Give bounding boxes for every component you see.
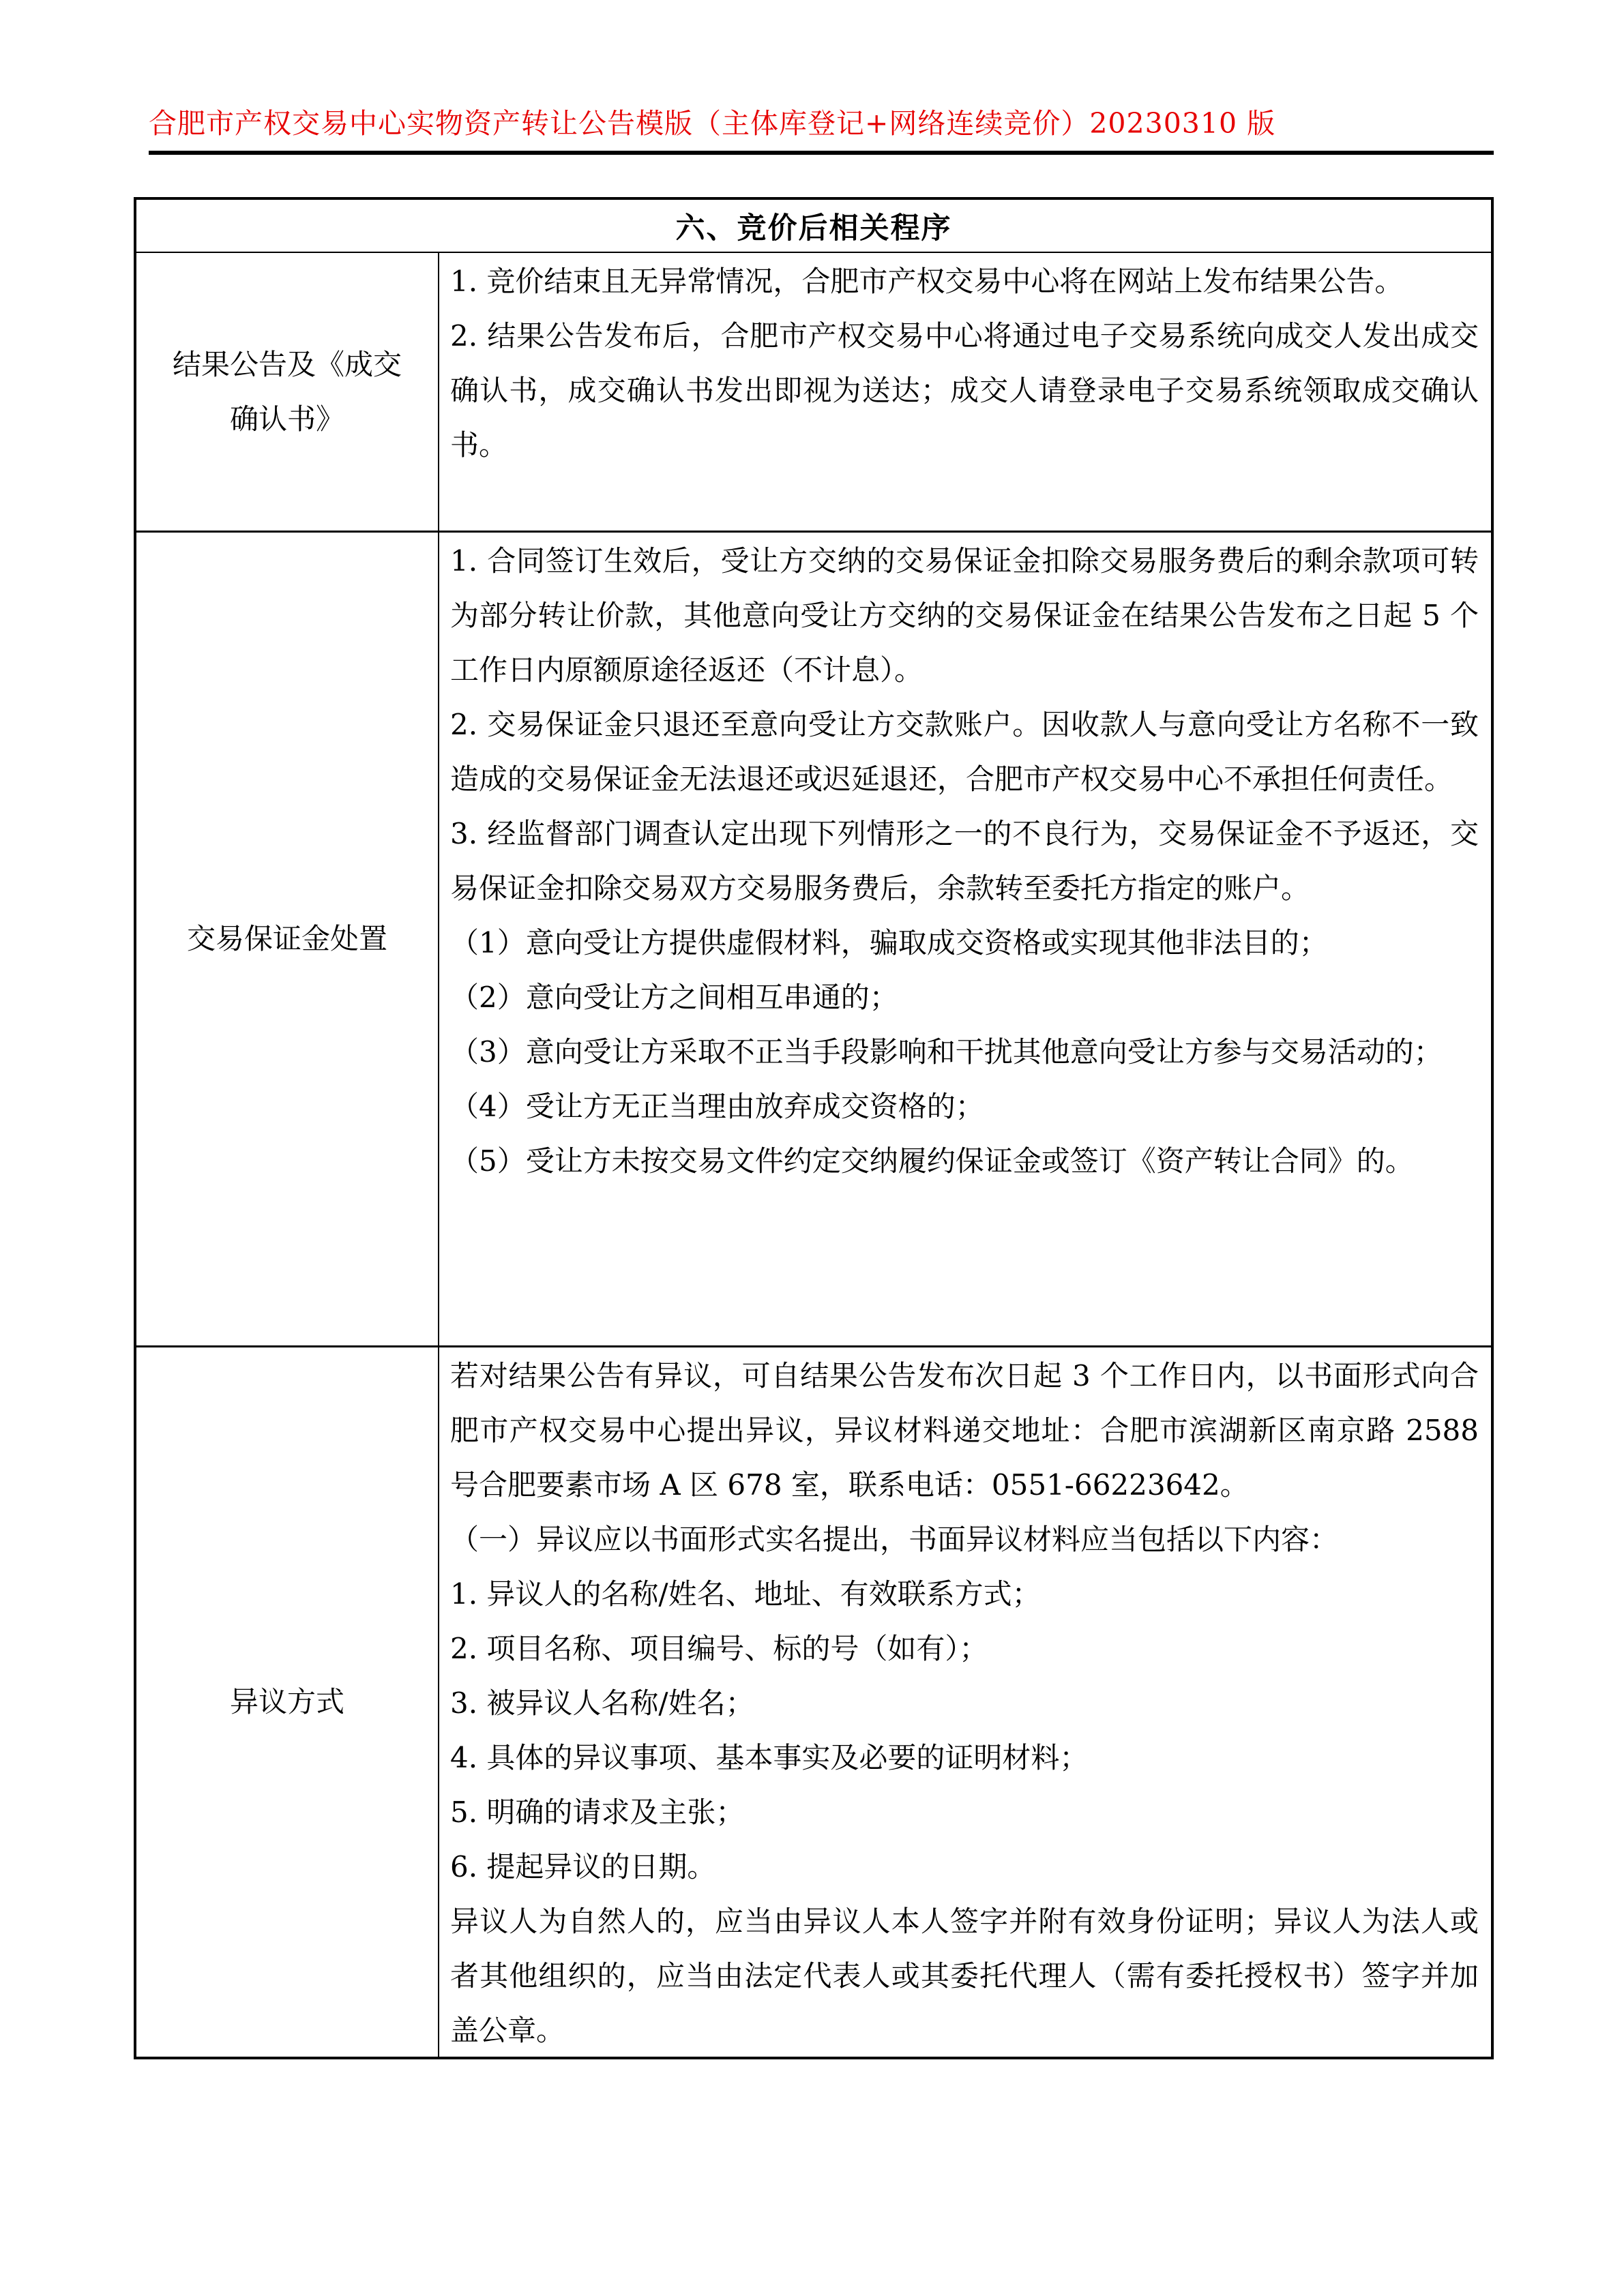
row-label-line: 交易保证金处置	[186, 922, 387, 955]
paragraph: 3. 被异议人名称/姓名；	[450, 1686, 754, 1720]
row-label-line: 确认书》	[229, 402, 344, 436]
paragraph: 2. 交易保证金只退还至意向受让方交款账户。因收款人与意向受让方名称不一致造成的交易保证金无法退还或迟延退还，合肥市产权交易中心不承担任何责任。	[450, 708, 1479, 796]
table-row-result-announcement	[136, 253, 1491, 531]
paragraph: 1. 异议人的名称/姓名、地址、有效联系方式；	[450, 1577, 1041, 1611]
paragraph: （5）受让方未按交易文件约定交纳履约保证金或签订《资产转让合同》的。	[450, 1144, 1414, 1178]
table-title: 六、竞价后相关程序	[675, 211, 952, 245]
paragraph: 5. 明确的请求及主张；	[450, 1795, 745, 1829]
paragraph: （一）异议应以书面形式实名提出，书面异议材料应当包括以下内容：	[450, 1523, 1339, 1556]
row-label-deposit-disposal	[136, 533, 439, 1345]
row-content-deposit-disposal	[439, 533, 1491, 1345]
paragraph: （4）受让方无正当理由放弃成交资格的；	[450, 1090, 984, 1123]
row-label-line: 结果公告及《成交	[172, 347, 402, 381]
table-row-objection-method	[136, 1345, 1491, 2057]
paragraph: （2）意向受让方之间相互串通的；	[450, 981, 898, 1014]
paragraph: 2. 项目名称、项目编号、标的号（如有）；	[450, 1632, 988, 1665]
paragraph: （3）意向受让方采取不正当手段影响和干扰其他意向受让方参与交易活动的；	[450, 1035, 1443, 1069]
doc-header-title: 合肥市产权交易中心实物资产转让公告模版（主体库登记+网络连续竞价）20230310 版	[149, 107, 1276, 140]
procedures-table	[134, 197, 1494, 2059]
paragraph: 若对结果公告有异议，可自结果公告发布次日起 3 个工作日内，以书面形式向合肥市产权交易中心提出异议，异议材料递交地址：合肥市滨湖新区南京路 2588 号合肥要素市场 A 区 678 室，联系电话：0551-66223642。	[450, 1359, 1479, 1502]
row-content-result-announcement	[439, 253, 1491, 531]
header-rule	[149, 151, 1494, 155]
paragraph: 异议人为自然人的，应当由异议人本人签字并附有效身份证明；异议人为法人或者其他组织的，应当由法定代表人或其委托代理人（需有委托授权书）签字并加盖公章。	[450, 1905, 1479, 2047]
paragraph: 4. 具体的异议事项、基本事实及必要的证明材料；	[450, 1741, 1089, 1774]
row-content-objection-method	[439, 1347, 1491, 2057]
paragraph: （1）意向受让方提供虚假材料，骗取成交资格或实现其他非法目的；	[450, 926, 1328, 959]
paragraph: 3. 经监督部门调查认定出现下列情形之一的不良行为，交易保证金不予返还，交易保证金扣除交易双方交易服务费后，余款转至委托方指定的账户。	[450, 817, 1479, 905]
paragraph: 1. 竞价结束且无异常情况，合肥市产权交易中心将在网站上发布结果公告。	[450, 265, 1404, 298]
table-title-row	[136, 200, 1491, 253]
paragraph: 1. 合同签订生效后，受让方交纳的交易保证金扣除交易服务费后的剩余款项可转为部分转让价款，其他意向受让方交纳的交易保证金在结果公告发布之日起 5 个工作日内原额原途径返还（不计息）。	[450, 544, 1479, 687]
table-row-deposit-disposal	[136, 531, 1491, 1345]
paragraph: 6. 提起异议的日期。	[450, 1850, 716, 1883]
row-label-line: 异议方式	[229, 1685, 344, 1718]
row-label-objection-method	[136, 1347, 439, 2057]
row-label-result-announcement	[136, 253, 439, 531]
paragraph: 2. 结果公告发布后，合肥市产权交易中心将通过电子交易系统向成交人发出成交确认书，成交确认书发出即视为送达；成交人请登录电子交易系统领取成交确认书。	[450, 319, 1479, 462]
